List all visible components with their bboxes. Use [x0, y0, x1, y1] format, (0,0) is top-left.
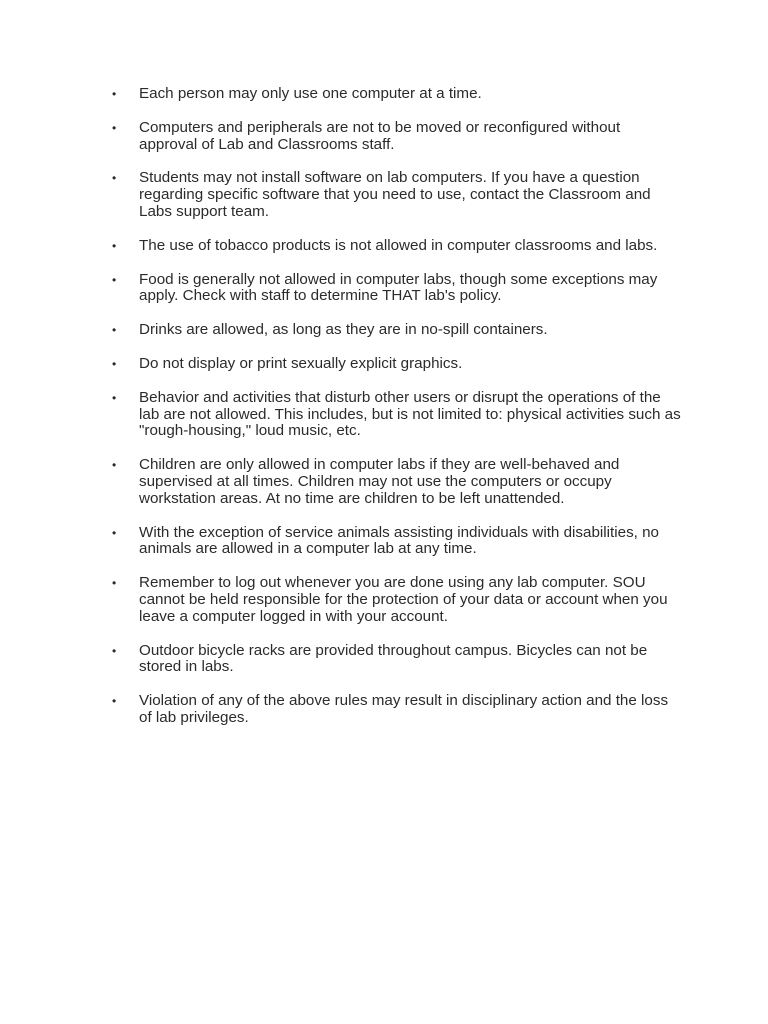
bullet-icon: •	[112, 643, 117, 658]
rule-item	[112, 525, 682, 559]
bullet-icon: •	[112, 356, 117, 371]
rule-text: Food is generally not allowed in computer labs, though some exceptions may apply. Check with staff to determine THAT lab's policy.	[139, 270, 658, 305]
rule-item	[112, 322, 682, 339]
rule-text: Each person may only use one computer at a time.	[139, 85, 482, 102]
rule-item	[112, 575, 682, 625]
rule-text: Outdoor bicycle racks are provided throughout campus. Bicycles can not be stored in labs.	[139, 641, 648, 676]
rule-text: Remember to log out whenever you are done using any lab computer. SOU cannot be held responsible for the protection of your data or account when you leave a computer logged in with your account.	[139, 574, 668, 625]
bullet-icon: •	[112, 694, 117, 709]
rule-text: Violation of any of the above rules may result in disciplinary action and the loss of lab privileges.	[139, 692, 669, 726]
rule-text: Students may not install software on lab computers. If you have a question regarding specific software that you need to use, contact the Classroom and Labs support team.	[139, 169, 651, 220]
bullet-icon: •	[112, 525, 117, 540]
rule-text: Drinks are allowed, as long as they are in no-spill containers.	[139, 321, 548, 339]
rule-item	[112, 170, 682, 220]
rule-text: Children are only allowed in computer labs if they are well-behaved and supervised at all times. Children may not use the computers or occupy workstation areas. At no time are children to be left unattended.	[139, 456, 620, 507]
rule-item	[112, 120, 682, 154]
rule-item	[112, 693, 682, 727]
rule-text: The use of tobacco products is not allowed in computer classrooms and labs.	[139, 236, 658, 254]
rule-text: Do not display or print sexually explicit graphics.	[139, 354, 463, 372]
bullet-icon: •	[112, 390, 117, 405]
rule-item	[112, 457, 682, 507]
lab-rules-list	[112, 86, 682, 744]
rule-item	[112, 86, 682, 103]
rule-item	[112, 356, 682, 373]
bullet-icon: •	[112, 272, 117, 287]
rule-text: Behavior and activities that disturb other users or disrupt the operations of the lab are not allowed. This includes, but is not limited to: physical activities such as "rough-housing," loud music, etc.	[139, 388, 681, 440]
bullet-icon: •	[112, 171, 117, 186]
bullet-icon: •	[112, 323, 117, 338]
bullet-icon: •	[112, 120, 117, 135]
bullet-icon: •	[112, 87, 117, 101]
bullet-icon: •	[112, 576, 117, 591]
rule-item	[112, 272, 682, 306]
rule-text: With the exception of service animals assisting individuals with disabilities, no animals are allowed in a computer lab at any time.	[139, 523, 659, 558]
bullet-icon: •	[112, 458, 117, 473]
rule-item	[112, 390, 682, 440]
rule-item	[112, 643, 682, 677]
rule-text: Computers and peripherals are not to be moved or reconfigured without approval of Lab and Classrooms staff.	[139, 118, 621, 153]
bullet-icon: •	[112, 238, 117, 253]
rule-item	[112, 238, 682, 255]
